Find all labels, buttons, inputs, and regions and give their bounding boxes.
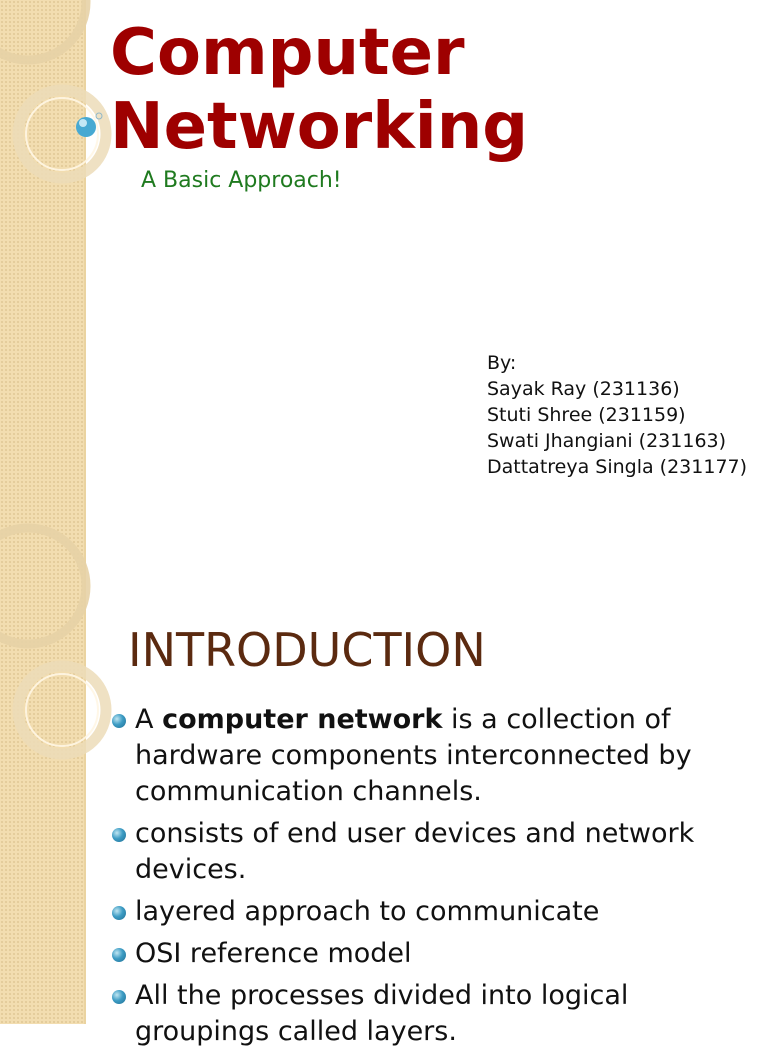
author-item: Swati Jhangiani (231163) <box>487 430 727 452</box>
author-list <box>487 350 747 480</box>
bullet-item <box>110 702 750 810</box>
bullet-dot-icon <box>112 906 126 920</box>
author-item: Dattatreya Singla (231177) <box>487 456 748 478</box>
author-item: Stuti Shree (231159) <box>487 404 686 426</box>
bullet-dot-icon <box>112 828 126 842</box>
title-line-1: Computer <box>110 16 465 90</box>
slide-subtitle: A Basic Approach! <box>141 168 342 193</box>
slide-title <box>110 16 528 164</box>
bullet-text-post: layered approach to communicate <box>135 896 600 927</box>
bullet-text-pre: A <box>135 704 163 735</box>
introduction-slide <box>0 576 768 1047</box>
bullet-item <box>110 894 750 930</box>
author-by-label: By: <box>487 352 517 374</box>
author-item: Sayak Ray (231136) <box>487 378 680 400</box>
bullet-text-post: OSI reference model <box>135 938 412 969</box>
bullet-text-bold: computer network <box>162 704 443 735</box>
bullet-dot-icon <box>112 990 126 1004</box>
bullet-item <box>110 978 750 1050</box>
bullet-text-post: All the processes divided into logical groupings called layers. <box>135 980 629 1047</box>
bullet-text-post: consists of end user devices and network devices. <box>135 818 695 885</box>
bullet-dot-icon <box>112 714 126 728</box>
bullet-text-post: is a collection of hardware components interconnected by communication channels. <box>135 704 692 807</box>
bullet-item <box>110 936 750 972</box>
bullet-dot-icon <box>112 948 126 962</box>
slide-title: INTRODUCTION <box>128 623 486 677</box>
bullet-list <box>110 702 750 1056</box>
bullet-item <box>110 816 750 888</box>
title-line-2: Networking <box>110 90 529 164</box>
